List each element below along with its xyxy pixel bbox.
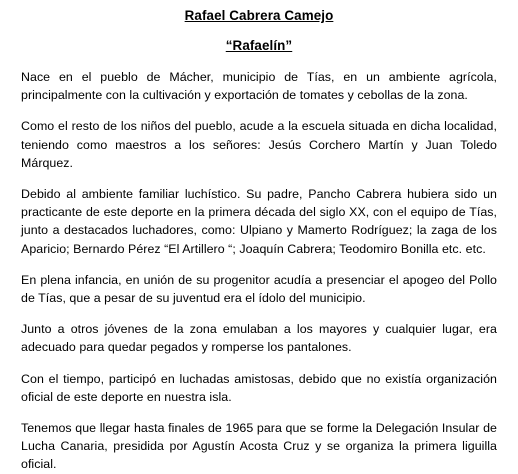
paragraph-4: En plena infancia, en unión de su progenitor acudía a presenciar el apogeo del Pollo de Tías, que a pesar de su juventud era el ídolo del municipio.	[21, 272, 497, 306]
paragraph-3: Debido al ambiente familiar luchístico. Su padre, Pancho Cabrera hubiera sido un practicante de este deporte en la primera década del siglo XX, con el equipo de Tías, junto a destacados luchadores, como: Ulpiano y Mamerto Rodríguez; la zaga de los Aparicio; Bernardo Pérez “El Artillero “; Joaquín Cabrera; Teodomiro Bonilla etc. etc.	[21, 187, 497, 256]
paragraph-1: Nace en el pueblo de Mácher, municipio de Tías, en un ambiente agrícola, principalmente con la cultivación y exportación de tomates y cebollas de la zona.	[21, 70, 497, 103]
document-subtitle: “Rafaelín”	[225, 38, 293, 53]
paragraph-6: Con el tiempo, participó en luchadas amistosas, debido que no existía organización oficial de este deporte en nuestra isla.	[21, 371, 497, 404]
paragraph-5: Junto a otros jóvenes de la zona emulaban a los mayores y cualquier lugar, era adecuado para quedar pegados y romperse los pantalones.	[21, 322, 497, 355]
paragraph-7: Tenemos que llegar hasta finales de 1965 para que se forme la Delegación Insular de Lucha Canaria, presidida por Agustín Acosta Cruz y se organiza la primera liguilla oficial.	[21, 421, 497, 472]
document-body	[21, 68, 497, 474]
paragraph-2: Como el resto de los niños del pueblo, acude a la escuela situada en dicha localidad, teniendo como maestros a los señores: Jesús Corchero Martín y Juan Toledo Márquez.	[21, 119, 497, 170]
document-title: Rafael Cabrera Camejo	[184, 8, 334, 23]
